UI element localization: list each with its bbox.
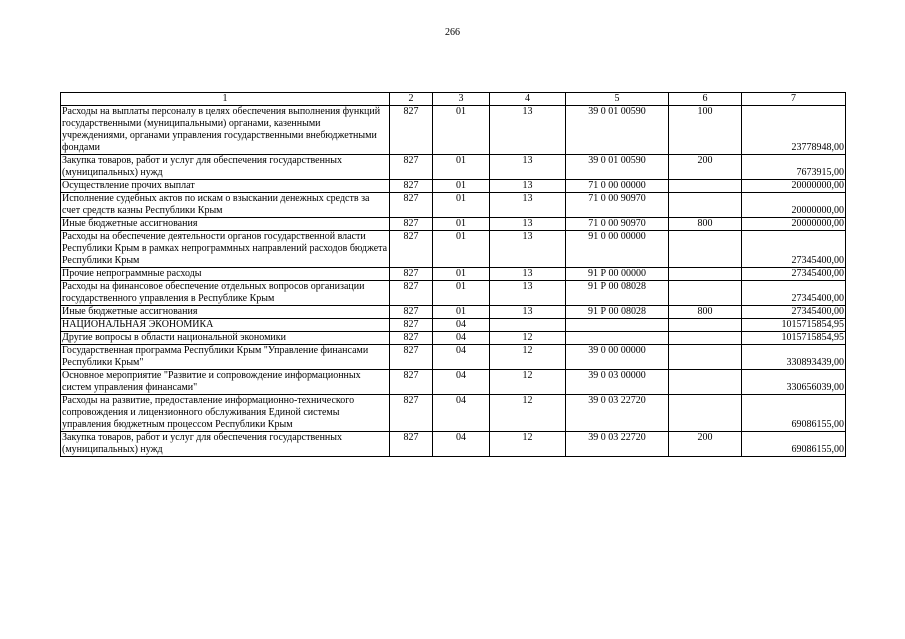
subsection-code-cell: 12 [490,395,566,432]
expense-name-cell: Исполнение судебных актов по искам о взыскании денежных средств за счет средств казны Республики Крым [61,193,390,218]
expense-type-cell [669,231,742,268]
grbs-code-cell: 827 [390,281,433,306]
amount-cell: 7673915,00 [742,155,846,180]
grbs-code-cell: 827 [390,268,433,281]
target-article-cell: 71 0 00 90970 [566,193,669,218]
amount-cell: 23778948,00 [742,106,846,155]
grbs-code-cell: 827 [390,231,433,268]
expense-type-cell: 800 [669,306,742,319]
target-article-cell: 39 0 01 00590 [566,155,669,180]
expense-name-cell: Расходы на выплаты персоналу в целях обеспечения выполнения функций государственными (муниципальными) органами, казенными учреждениями, органами управления государственными внебюджетными фондами [61,106,390,155]
subsection-code-cell: 13 [490,193,566,218]
expense-type-cell [669,180,742,193]
table-row [61,281,846,306]
amount-cell: 20000000,00 [742,180,846,193]
grbs-code-cell: 827 [390,306,433,319]
section-code-cell: 01 [433,180,490,193]
column-header-4: 4 [490,93,566,106]
grbs-code-cell: 827 [390,432,433,457]
expense-type-cell [669,193,742,218]
subsection-code-cell: 13 [490,106,566,155]
target-article-cell [566,319,669,332]
target-article-cell: 91 0 00 00000 [566,231,669,268]
section-code-cell: 01 [433,106,490,155]
table-row [61,345,846,370]
expense-name-cell: Расходы на финансовое обеспечение отдельных вопросов организации государственного управления в Республике Крым [61,281,390,306]
subsection-code-cell: 13 [490,155,566,180]
target-article-cell: 71 0 00 00000 [566,180,669,193]
table-header-row [61,93,846,106]
column-header-6: 6 [669,93,742,106]
section-code-cell: 01 [433,306,490,319]
subsection-code-cell: 13 [490,180,566,193]
subsection-code-cell: 13 [490,231,566,268]
subsection-code-cell: 13 [490,281,566,306]
amount-cell: 27345400,00 [742,231,846,268]
amount-cell: 27345400,00 [742,306,846,319]
subsection-code-cell: 12 [490,332,566,345]
section-code-cell: 04 [433,432,490,457]
section-code-cell: 01 [433,281,490,306]
expense-type-cell: 200 [669,432,742,457]
section-code-cell: 04 [433,370,490,395]
table-row [61,370,846,395]
column-header-5: 5 [566,93,669,106]
column-header-1: 1 [61,93,390,106]
table-row [61,106,846,155]
amount-cell: 1015715854,95 [742,332,846,345]
grbs-code-cell: 827 [390,332,433,345]
table-row [61,193,846,218]
target-article-cell: 91 Р 00 00000 [566,268,669,281]
column-header-2: 2 [390,93,433,106]
expense-type-cell [669,345,742,370]
expense-type-cell: 800 [669,218,742,231]
table-row [61,231,846,268]
subsection-code-cell: 13 [490,218,566,231]
target-article-cell: 39 0 03 00000 [566,370,669,395]
expense-type-cell [669,395,742,432]
expense-name-cell: Иные бюджетные ассигнования [61,306,390,319]
amount-cell: 27345400,00 [742,281,846,306]
target-article-cell: 91 Р 00 08028 [566,306,669,319]
expense-name-cell: Основное мероприятие "Развитие и сопровождение информационных систем управления финансами" [61,370,390,395]
grbs-code-cell: 827 [390,395,433,432]
grbs-code-cell: 827 [390,218,433,231]
amount-cell: 20000000,00 [742,193,846,218]
expense-type-cell: 100 [669,106,742,155]
expense-type-cell [669,281,742,306]
expense-name-cell: Другие вопросы в области национальной экономики [61,332,390,345]
grbs-code-cell: 827 [390,106,433,155]
expense-type-cell [669,332,742,345]
section-code-cell: 01 [433,268,490,281]
expense-type-cell: 200 [669,155,742,180]
table-row [61,432,846,457]
target-article-cell: 71 0 00 90970 [566,218,669,231]
expense-name-cell: Расходы на обеспечение деятельности органов государственной власти Республики Крым в рамках непрограммных направлений расходов бюджета Республики Крым [61,231,390,268]
amount-cell: 330656039,00 [742,370,846,395]
subsection-code-cell: 12 [490,432,566,457]
section-code-cell: 01 [433,193,490,218]
expense-name-cell: Прочие непрограммные расходы [61,268,390,281]
subsection-code-cell [490,319,566,332]
expense-name-cell: НАЦИОНАЛЬНАЯ ЭКОНОМИКА [61,319,390,332]
amount-cell: 69086155,00 [742,395,846,432]
subsection-code-cell: 12 [490,370,566,395]
amount-cell: 20000000,00 [742,218,846,231]
expense-name-cell: Иные бюджетные ассигнования [61,218,390,231]
grbs-code-cell: 827 [390,180,433,193]
section-code-cell: 01 [433,218,490,231]
target-article-cell: 39 0 03 22720 [566,395,669,432]
table-row [61,306,846,319]
section-code-cell: 01 [433,155,490,180]
grbs-code-cell: 827 [390,345,433,370]
column-header-7: 7 [742,93,846,106]
subsection-code-cell: 13 [490,306,566,319]
section-code-cell: 04 [433,345,490,370]
expense-name-cell: Государственная программа Республики Крым "Управление финансами Республики Крым" [61,345,390,370]
table-row [61,332,846,345]
column-header-3: 3 [433,93,490,106]
expense-name-cell: Расходы на развитие, предоставление информационно-технического сопровождения и лицензионного обслуживания Единой системы управления бюджетным процессом Республики Крым [61,395,390,432]
expense-type-cell [669,268,742,281]
target-article-cell: 91 Р 00 08028 [566,281,669,306]
target-article-cell: 39 0 00 00000 [566,345,669,370]
section-code-cell: 04 [433,319,490,332]
amount-cell: 27345400,00 [742,268,846,281]
section-code-cell: 04 [433,332,490,345]
page-number: 266 [445,27,460,38]
table-row [61,180,846,193]
budget-table [60,92,846,457]
table-row [61,395,846,432]
grbs-code-cell: 827 [390,155,433,180]
expense-type-cell [669,319,742,332]
expense-name-cell: Закупка товаров, работ и услуг для обеспечения государственных (муниципальных) нужд [61,432,390,457]
target-article-cell [566,332,669,345]
grbs-code-cell: 827 [390,370,433,395]
table-row [61,155,846,180]
target-article-cell: 39 0 03 22720 [566,432,669,457]
expense-name-cell: Осуществление прочих выплат [61,180,390,193]
section-code-cell: 01 [433,231,490,268]
amount-cell: 330893439,00 [742,345,846,370]
amount-cell: 1015715854,95 [742,319,846,332]
subsection-code-cell: 13 [490,268,566,281]
amount-cell: 69086155,00 [742,432,846,457]
table-row [61,218,846,231]
table-row [61,319,846,332]
subsection-code-cell: 12 [490,345,566,370]
grbs-code-cell: 827 [390,319,433,332]
grbs-code-cell: 827 [390,193,433,218]
target-article-cell: 39 0 01 00590 [566,106,669,155]
table-row [61,268,846,281]
expense-type-cell [669,370,742,395]
expense-name-cell: Закупка товаров, работ и услуг для обеспечения государственных (муниципальных) нужд [61,155,390,180]
section-code-cell: 04 [433,395,490,432]
